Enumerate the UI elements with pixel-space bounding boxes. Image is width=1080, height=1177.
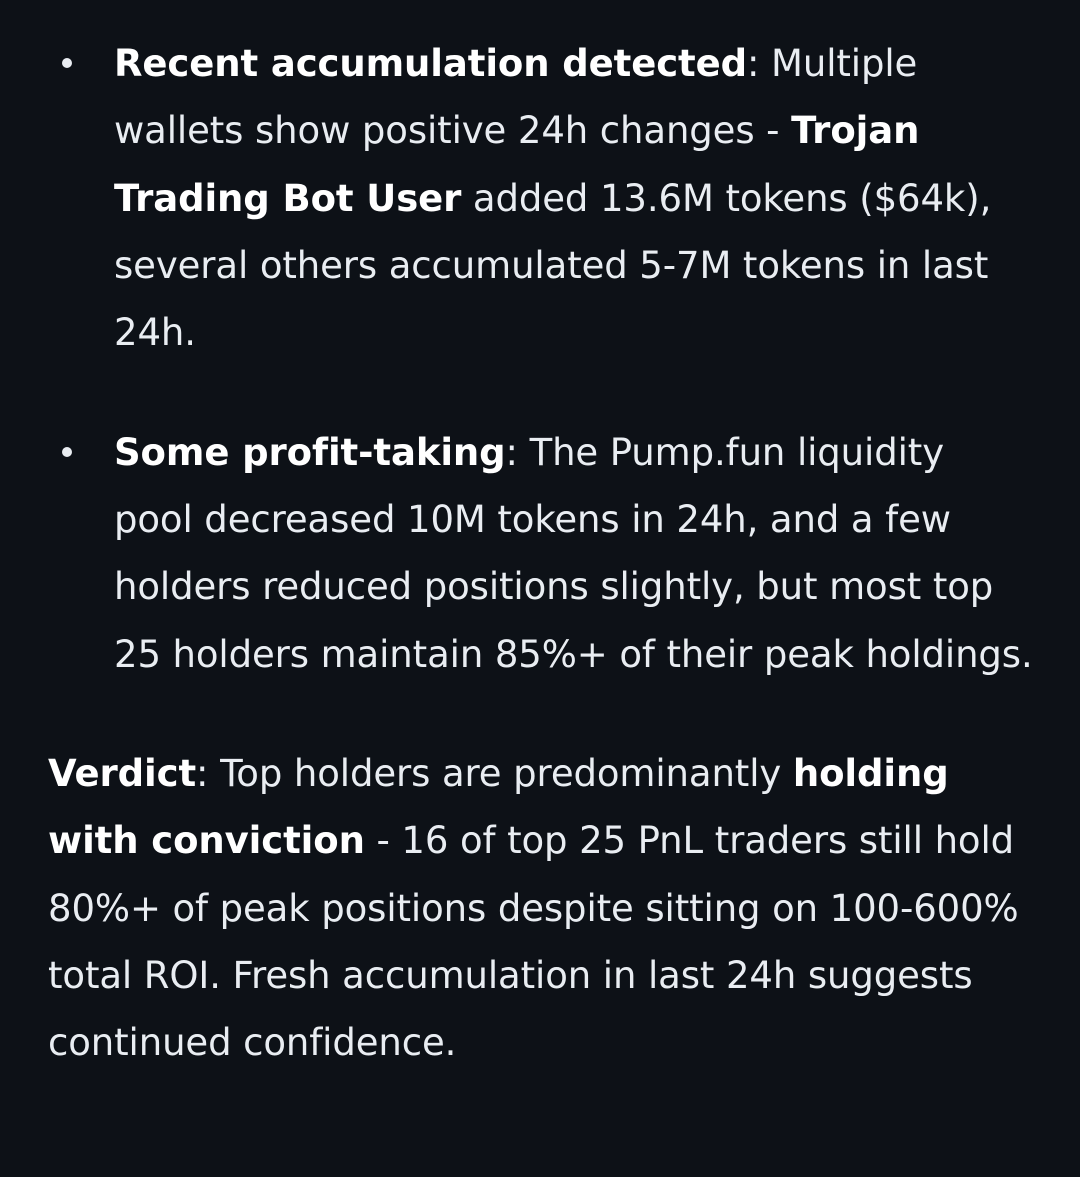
verdict-rich-text: Verdict: Top holders are predominantly holding with conviction - 16 of top 25 PnL traders still hold 80%+ of peak positions despite sitting on 100-600% total ROI. Fresh accumulation in last 24h suggests continued confidence. — [48, 751, 1019, 1065]
verdict-paragraph — [46, 740, 1034, 1077]
bullet-list — [46, 30, 1034, 688]
bullet-rich-text-1: Some profit-taking: The Pump.fun liquidity pool decreased 10M tokens in 24h, and a few holders reduced positions slightly, but most top 25 holders maintain 85%+ of their peak holdings. — [114, 430, 1033, 676]
bullet-rich-text-0: Recent accumulation detected: Multiple wallets show positive 24h changes - Trojan Trading Bot User added 13.6M tokens ($64k), several others accumulated 5-7M tokens in last 24h. — [114, 42, 992, 355]
list-item — [46, 30, 1034, 367]
list-item — [46, 419, 1034, 688]
